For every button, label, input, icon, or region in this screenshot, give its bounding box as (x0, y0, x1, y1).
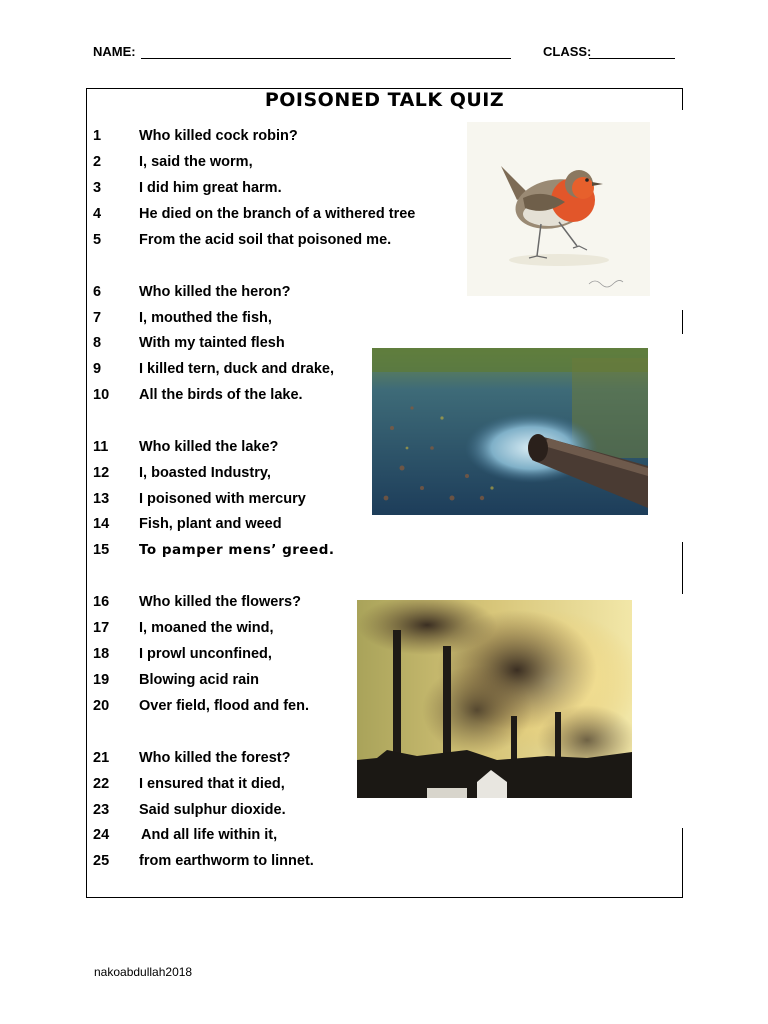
line-text: I prowl unconfined, (139, 646, 272, 662)
line-number: 18 (93, 646, 110, 662)
line-text: Fish, plant and weed (139, 516, 282, 532)
quiz-title: POISONED TALK QUIZ (264, 89, 505, 111)
line-text: I poisoned with mercury (139, 491, 306, 507)
line-text: He died on the branch of a withered tree (139, 206, 416, 222)
robin-image (467, 122, 650, 296)
footer-credit: nakoabdullah2018 (94, 965, 193, 979)
frame-border-right (682, 542, 683, 594)
line-number: 8 (93, 335, 102, 351)
factory-smokestacks-icon (357, 600, 632, 798)
line-number: 9 (93, 361, 102, 377)
name-label: NAME: (93, 44, 136, 59)
line-number: 16 (93, 594, 110, 610)
frame-border-bottom (86, 897, 683, 898)
line-number: 19 (93, 672, 110, 688)
line-number: 5 (93, 232, 102, 248)
line-text: Who killed the flowers? (139, 594, 301, 610)
frame-border-left (86, 88, 87, 898)
line-number: 11 (93, 439, 109, 455)
line-number: 1 (93, 128, 102, 144)
factory-image (357, 600, 632, 798)
line-number: 24 (93, 827, 110, 843)
class-blank-line[interactable] (589, 58, 675, 59)
line-number: 6 (93, 284, 102, 300)
line-number: 21 (93, 750, 110, 766)
line-number: 3 (93, 180, 102, 196)
line-text: I killed tern, duck and drake, (139, 361, 335, 377)
line-text: I, said the worm, (139, 154, 253, 170)
line-number: 2 (93, 154, 102, 170)
line-number: 4 (93, 206, 102, 222)
line-number: 13 (93, 491, 110, 507)
lake-image (372, 348, 648, 515)
line-text: To pamper mens’ greed. (139, 542, 335, 558)
line-number: 14 (93, 516, 110, 532)
line-text: Said sulphur dioxide. (139, 802, 286, 818)
line-text: And all life within it, (141, 827, 278, 843)
name-blank-line[interactable] (141, 58, 511, 59)
polluted-lake-icon (372, 348, 648, 515)
robin-icon (467, 122, 650, 296)
line-number: 7 (93, 310, 102, 326)
line-number: 23 (93, 802, 110, 818)
line-text: Who killed cock robin? (139, 128, 298, 144)
line-text: from earthworm to linnet. (139, 853, 314, 869)
line-text: Blowing acid rain (139, 672, 260, 688)
line-number: 10 (93, 387, 110, 403)
line-text: Who killed the lake? (139, 439, 279, 455)
line-text: I, boasted Industry, (139, 465, 271, 481)
line-number: 15 (93, 542, 110, 558)
class-label: CLASS: (543, 44, 592, 59)
line-text: Who killed the heron? (139, 284, 291, 300)
line-text: I, mouthed the fish, (139, 310, 272, 326)
line-number: 20 (93, 698, 110, 714)
line-text: Over field, flood and fen. (139, 698, 309, 714)
line-text: I ensured that it died, (139, 776, 285, 792)
frame-border-right (682, 310, 683, 334)
line-text: I, moaned the wind, (139, 620, 274, 636)
line-number: 12 (93, 465, 110, 481)
line-text: Who killed the forest? (139, 750, 291, 766)
line-text: With my tainted flesh (139, 335, 285, 351)
line-text: I did him great harm. (139, 180, 282, 196)
line-text: From the acid soil that poisoned me. (139, 232, 392, 248)
line-number: 17 (93, 620, 110, 636)
line-number: 25 (93, 853, 110, 869)
frame-border-right (682, 828, 683, 898)
line-text: All the birds of the lake. (139, 387, 303, 403)
line-number: 22 (93, 776, 110, 792)
